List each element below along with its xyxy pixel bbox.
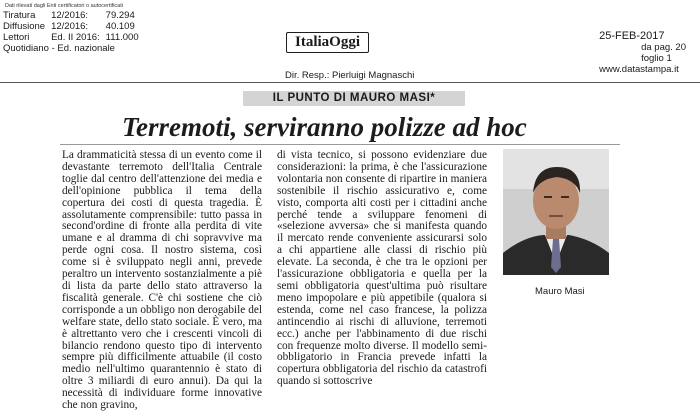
certification-note: Dati rilevati dagli Enti certificatori o autocertificati [5,3,123,9]
stat-row [3,21,145,32]
stat-value: 111.000 [105,32,139,43]
sheet-number: foglio 1 [641,53,672,64]
director-line: Dir. Resp.: Pierluigi Magnaschi [285,70,415,81]
column-banner: IL PUNTO DI MAURO MASI* [243,91,465,106]
stat-value: 40.109 [105,21,135,32]
stat-period: Ed. II 2016: [51,32,100,43]
stat-value: 79.294 [105,10,135,21]
article-column-2 [277,150,487,420]
stat-row [3,43,145,54]
newspaper-logo: ItaliaOggi [286,32,369,53]
author-photo [503,149,609,275]
stat-label: Lettori [3,32,30,43]
issue-info [599,30,686,75]
stat-row [3,10,145,21]
headline-divider [60,144,620,145]
stat-row [3,32,145,43]
header-divider [0,82,700,83]
edition-label: Quotidiano - Ed. nazionale [3,43,115,54]
headline: Terremoti, serviranno polizze ad hoc [122,112,527,142]
page-reference: da pag. 20 [641,42,686,53]
stat-period: 12/2016: [51,21,89,32]
article-text: La drammaticità stessa di un evento come il devastante terremoto dell'Italia Centrale toglie dal centro dell'attenzione dei media e dell'opinione pubblica il tema della copertura dei costi di questa tragedia. È assolutamente comprensibile: tutto passa in second'ordine di fronte alla perdita di vite umane e al dramma di chi sopravvive ma perde ogni cosa. Il nostro sistema, così come si è sviluppato negli anni, prevede peraltro un intervento sostanzialmente a piè di lista da parte dello stato attraverso la fiscalità generale. C'è chi sostiene che ciò corrisponde a un obbligo non derogabile del welfare state, dello stato sociale. È vero, ma è altrettanto vero che i crescenti vincoli di bilancio rendono questo tipo di intervento sempre più difficilmente attuabile (il costo medio nell'ultimo quarantennio è stato di oltre 3 miliardi di euro annui). Da qui la necessità di individuare forme innovative che non gravino, [62,150,262,412]
portrait-illustration [503,149,609,275]
article-text: di vista tecnico, si possono evidenziare due considerazioni: la prima, è che l'assicurazione volontaria non consente di ripartire in maniera sostenibile il rischio assicurativo e, come visto, comporta alti costi per i cittadini anche perché tende a sviluppare fenomeni di «selezione avversa» che si manifesta quando il mercato rende conveniente assicurarsi solo a chi appartiene alle classi di rischio più elevate. La seconda, è che tra le opzioni per l'assicurazione obbligatoria e quella per la semi obbligatoria quest'ultima può risultare meno impopolare e più appetibile (qualora si estenda, come nel caso francese, la polizza antincendio ai rischi di alluvione, terremoti ecc.) anche per l'abbinamento di due rischi con frequenze molto diverse. Il modello semi-obbligatorio in Francia prevede infatti la copertura obbligatoria del rischio da catastrofi quando si sottoscrive [277,150,487,388]
article-column-1 [62,150,262,420]
website: www.datastampa.it [599,64,679,75]
stat-label: Tiratura [3,10,36,21]
stat-period: 12/2016: [51,10,89,21]
photo-caption: Mauro Masi [535,286,585,297]
issue-date: 25-FEB-2017 [599,30,665,42]
stat-label: Diffusione [3,21,46,32]
circulation-stats [3,10,145,54]
